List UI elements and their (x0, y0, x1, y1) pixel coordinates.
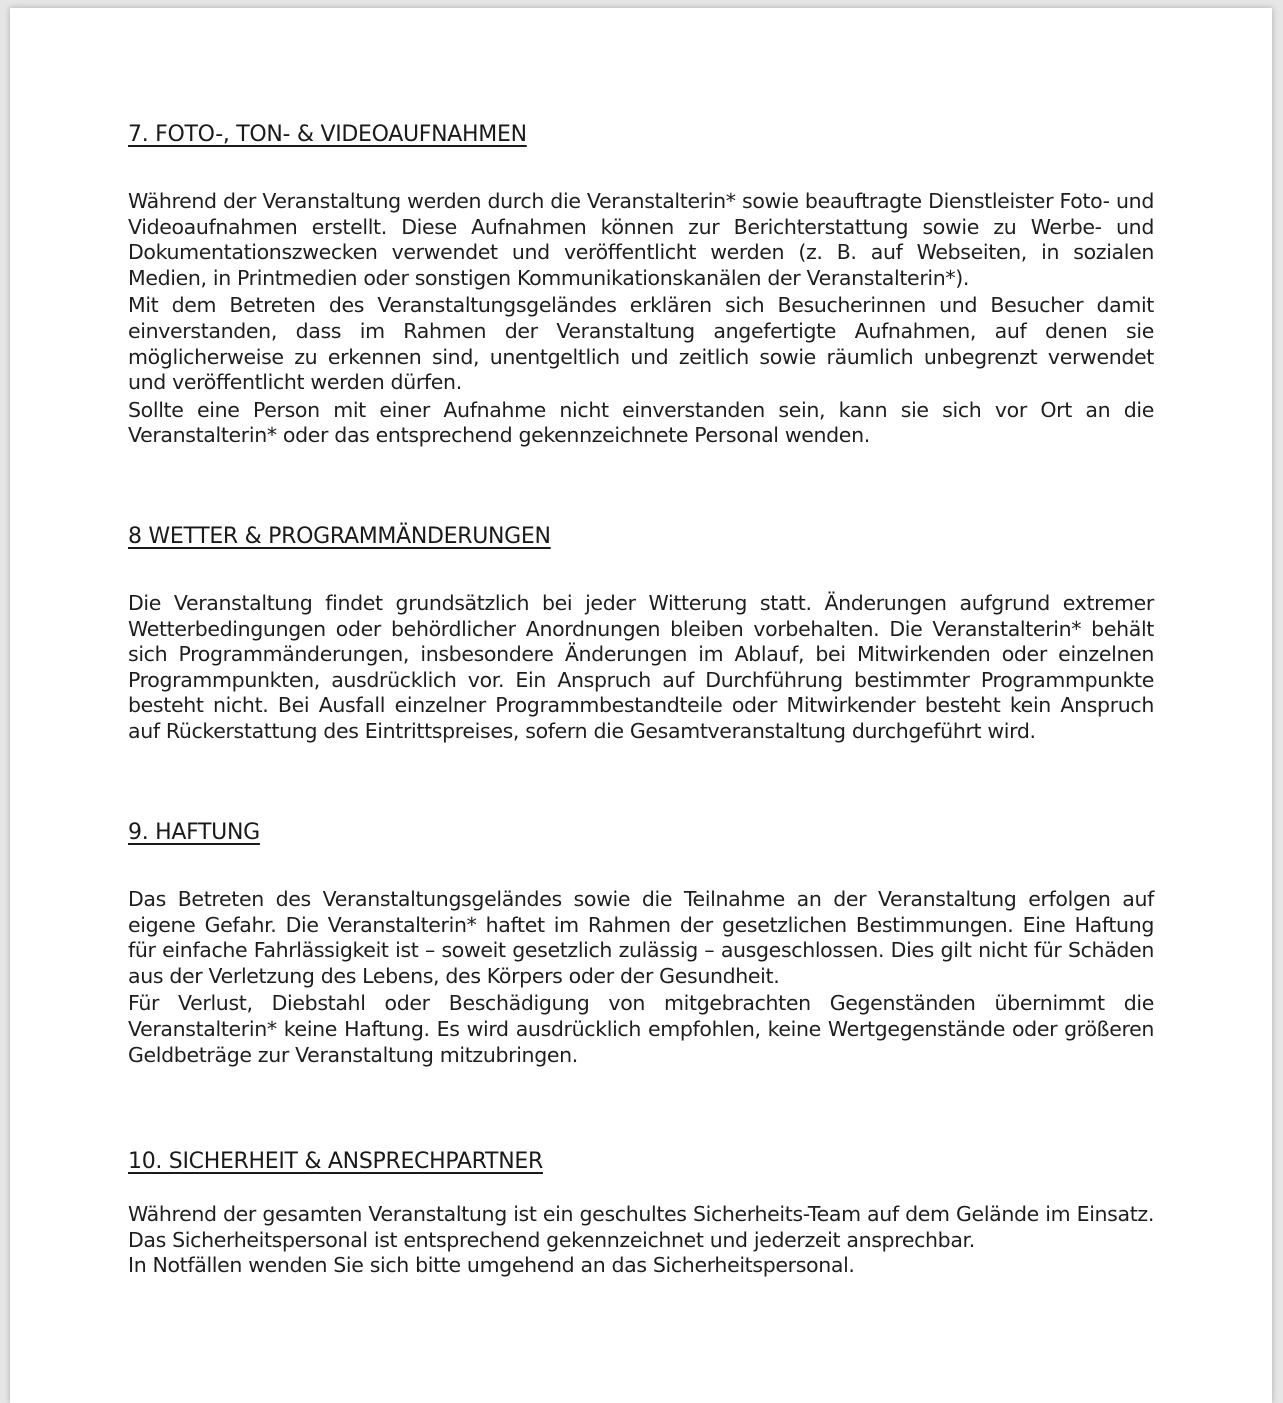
section-heading-photo-video: 7. FOTO-, TON- & VIDEOAUFNAHMEN (128, 122, 527, 147)
section-heading-weather-program: 8 WETTER & PROGRAMMÄNDERUNGEN (128, 524, 551, 549)
paragraph: Sollte eine Person mit einer Aufnahme nicht einverstanden sein, kann sie sich vor Ort an die Veranstalterin* oder das entsprechend gekennzeichnete Personal wenden. (128, 397, 1154, 448)
section-body-weather-program (128, 591, 1154, 747)
paragraph: Während der Veranstaltung werden durch die Veranstalterin* sowie beauftragte Dienstleister Foto- und Videoaufnahmen erstellt. Diese Aufnahmen können zur Berichterstattung sowie zu Werbe- und Dokumentationszwecken verwendet und veröffentlicht werden (z. B. auf Webseiten, in sozialen Medien, in Printmedien oder sonstigen Kommunikationskanälen der Veranstalterin*). (128, 189, 1154, 290)
section-body-liability (128, 887, 1154, 1070)
paragraph: Das Betreten des Veranstaltungsgeländes sowie die Teilnahme an der Veranstaltung erfolgen auf eigene Gefahr. Die Veranstalterin* haftet im Rahmen der gesetzlichen Bestimmungen. Eine Haftung für einfache Fahrlässigkeit ist – soweit gesetzlich zulässig – ausgeschlossen. Dies gilt nicht für Schäden aus der Verletzung des Lebens, des Körpers oder der Gesundheit. (128, 887, 1154, 988)
paragraph: Für Verlust, Diebstahl oder Beschädigung von mitgebrachten Gegenständen übernimmt die Veranstalterin* keine Haftung. Es wird ausdrücklich empfohlen, keine Wertgegenstände oder größeren Geldbeträge zur Veranstaltung mitzubringen. (128, 991, 1154, 1067)
paragraph: Mit dem Betreten des Veranstaltungsgeländes erklären sich Besucherinnen und Besucher damit einverstanden, dass im Rahmen der Veranstaltung angefertigte Aufnahmen, auf denen sie möglicherweise zu erkennen sind, unentgeltlich und zeitlich sowie räumlich unbegrenzt verwendet und veröffentlicht werden dürfen. (128, 293, 1154, 395)
section-heading-liability: 9. HAFTUNG (128, 820, 260, 845)
section-heading-security-contact: 10. SICHERHEIT & ANSPRECHPARTNER (128, 1149, 543, 1174)
section-body-photo-video (128, 189, 1154, 451)
document-page (10, 8, 1272, 1403)
paragraph: Die Veranstaltung findet grundsätzlich bei jeder Witterung statt. Änderungen aufgrund extremer Wetterbedingungen oder behördlicher Anordnungen bleiben vorbehalten. Die Veranstalterin* behält sich Programmänderungen, insbesondere Änderungen im Ablauf, bei Mitwirkenden oder einzelnen Programmpunkten, ausdrücklich vor. Ein Anspruch auf Durchführung bestimmter Programmpunkte besteht nicht. Bei Ausfall einzelner Programmbestandteile oder Mitwirkender besteht kein Anspruch auf Rückerstattung des Eintrittspreises, sofern die Gesamtveranstaltung durchgeführt wird. (128, 591, 1154, 743)
section-body-security-contact (128, 1202, 1154, 1281)
paragraph: Während der gesamten Veranstaltung ist ein geschultes Sicherheits-Team auf dem Gelände im Einsatz. Das Sicherheitspersonal ist entsprechend gekennzeichnet und jederzeit ansprechbar. (128, 1202, 1154, 1252)
paragraph: In Notfällen wenden Sie sich bitte umgehend an das Sicherheitspersonal. (128, 1253, 855, 1278)
